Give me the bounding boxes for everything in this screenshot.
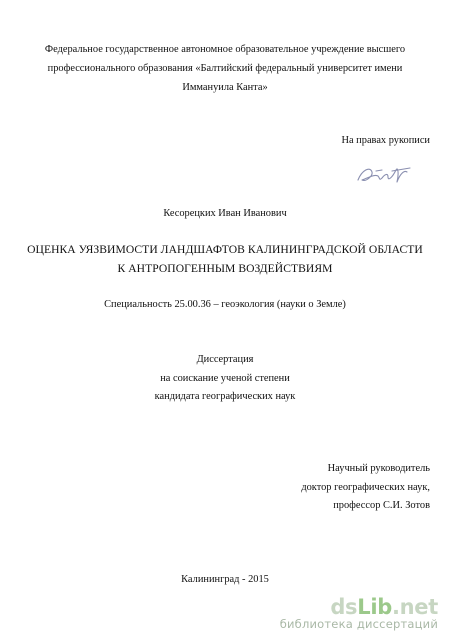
watermark-subtitle: библиотека диссертаций bbox=[279, 617, 438, 631]
dslib-watermark bbox=[278, 596, 438, 631]
degree-line-1: Диссертация bbox=[196, 354, 254, 365]
supervisor-name: профессор С.И. Зотов bbox=[333, 500, 430, 511]
specialty: Специальность 25.00.36 – геоэкология (науки о Земле) bbox=[104, 299, 346, 310]
watermark-logo-net: .net bbox=[391, 595, 438, 619]
institution-line-3: Иммануила Канта» bbox=[182, 82, 268, 93]
supervisor-degree: доктор географических наук, bbox=[301, 482, 430, 493]
handwritten-signature bbox=[352, 156, 412, 190]
degree-line-3: кандидата географических наук bbox=[154, 391, 296, 402]
institution-line-1: Федеральное государственное автономное образовательное учреждение высшего bbox=[44, 44, 406, 55]
institution-line-2: профессионального образования «Балтийский федеральный университет имени bbox=[47, 63, 403, 74]
degree-line-2: на соискание ученой степени bbox=[160, 373, 290, 384]
thesis-title-line-2: К АНТРОПОГЕННЫМ ВОЗДЕЙСТВИЯМ bbox=[117, 262, 333, 275]
thesis-title-line-1: ОЦЕНКА УЯЗВИМОСТИ ЛАНДШАФТОВ КАЛИНИНГРАДСКОЙ ОБЛАСТИ bbox=[27, 243, 423, 256]
city-year: Калининград - 2015 bbox=[181, 574, 269, 585]
author-name: Кесорецких Иван Иванович bbox=[163, 208, 287, 219]
watermark-logo-ds: ds bbox=[330, 595, 358, 619]
watermark-logo-lib: Lib bbox=[357, 595, 392, 619]
watermark-logo bbox=[278, 596, 438, 618]
rights-note: На правах рукописи bbox=[341, 135, 430, 146]
supervisor-role: Научный руководитель bbox=[327, 463, 430, 474]
